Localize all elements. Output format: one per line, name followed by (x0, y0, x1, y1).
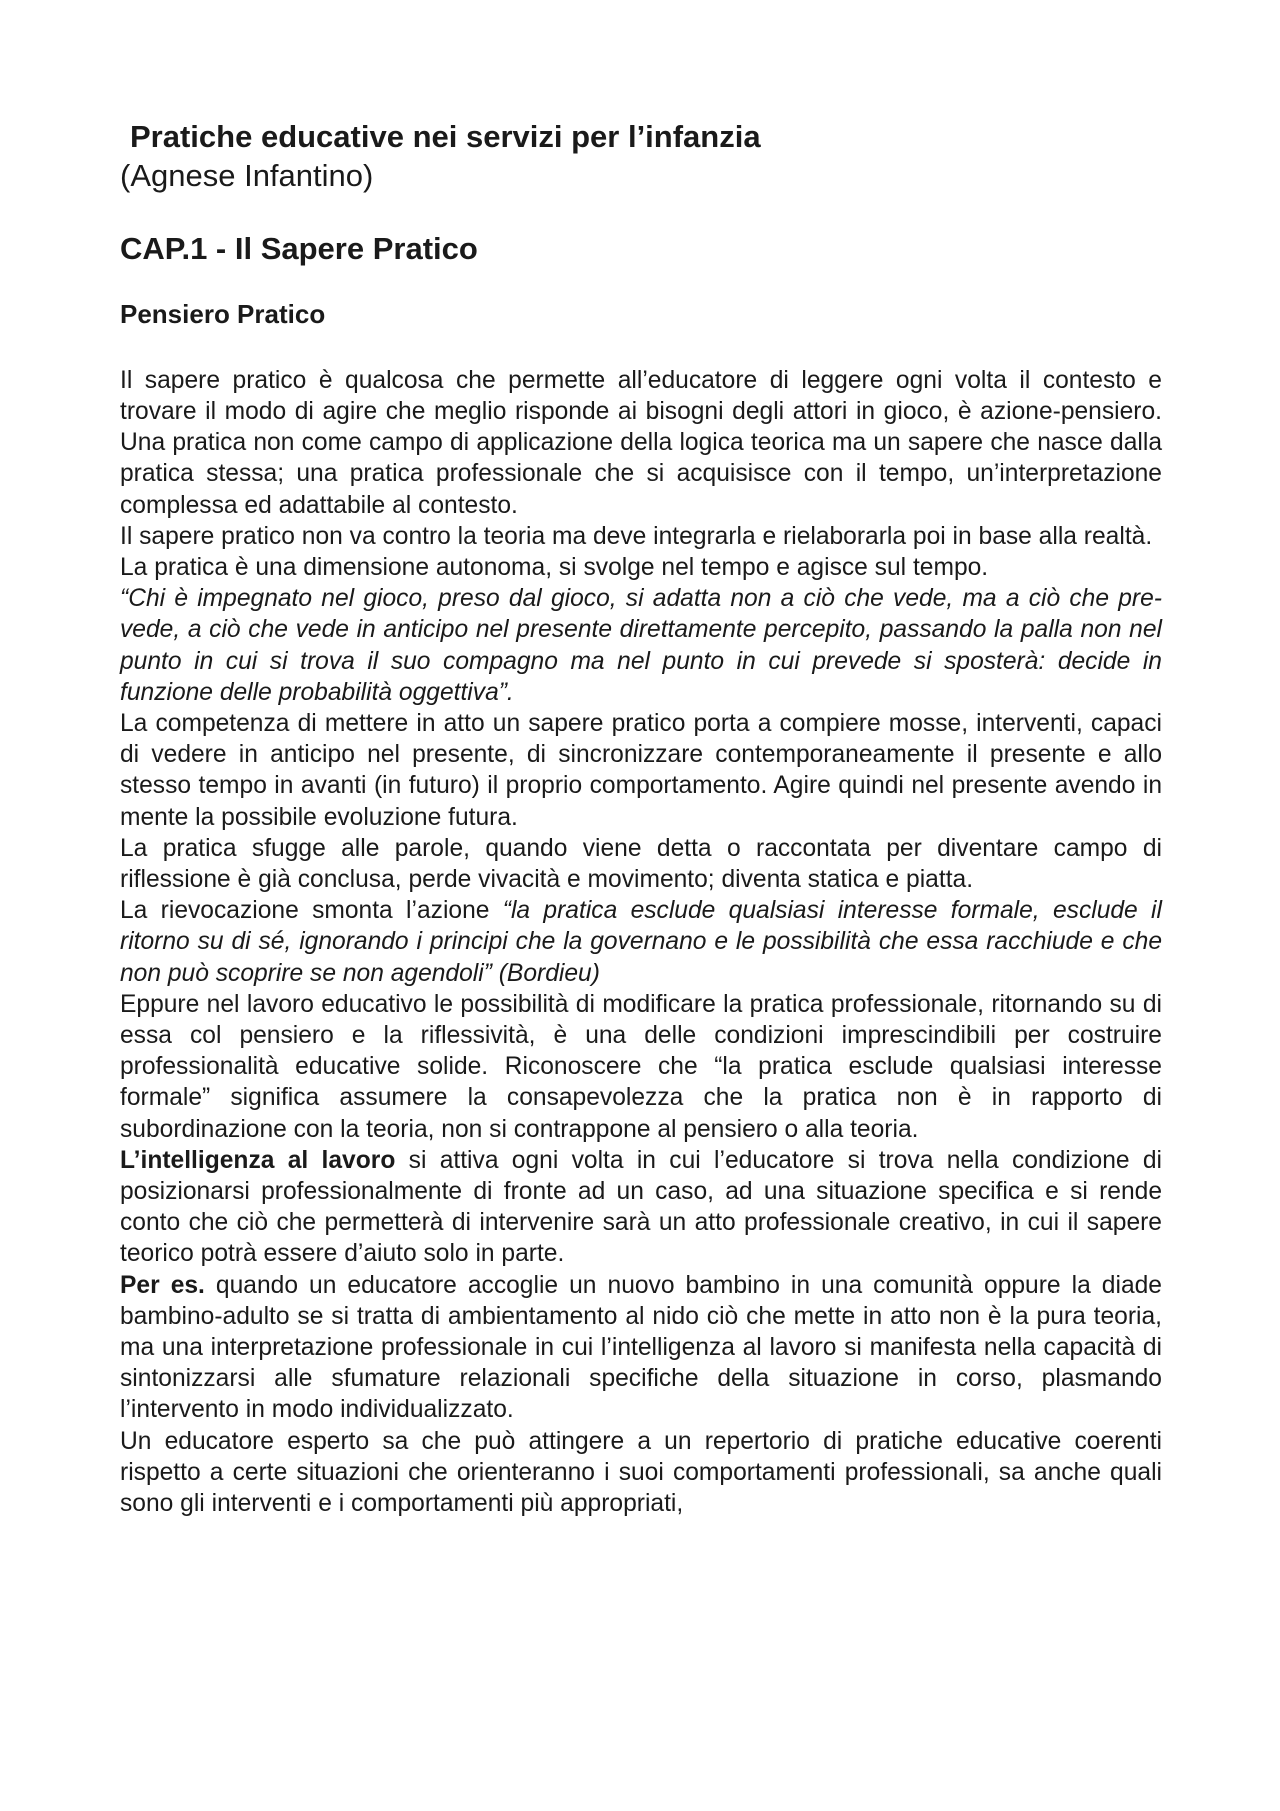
paragraph-2: Il sapere pratico non va contro la teoria ma deve integrarla e rielaborarla poi in base alla realtà. (120, 522, 1153, 550)
body-text (120, 365, 1162, 1520)
paragraph-6: La pratica sfugge alle parole, quando viene detta o raccontata per diventare campo di riflessione è già conclusa, perde vivacità e movimento; diventa statica e piatta. (120, 834, 1162, 893)
paragraph-8: Eppure nel lavoro educativo le possibilità di modificare la pratica professionale, ritornando su di essa col pensiero e la riflessività, è una delle condizioni imprescindibili per costruire professionalità educative solide. Riconoscere che “la pratica esclude qualsiasi interesse formale” significa assumere la consapevolezza che la pratica non è in rapporto di subordinazione con la teoria, non si contrappone al pensiero o alla teoria. (120, 990, 1162, 1143)
chapter-heading: CAP.1 - Il Sapere Pratico (120, 230, 478, 266)
paragraph-11: Un educatore esperto sa che può attingere a un repertorio di pratiche educative coerenti rispetto a certe situazioni che orienteranno i suoi comportamenti professionali, sa anche quali sono gli interventi e i comportamenti più appropriati, (120, 1427, 1162, 1518)
section-heading: Pensiero Pratico (120, 299, 326, 330)
document-page (120, 118, 1162, 1519)
paragraph-10-rest: quando un educatore accoglie un nuovo bambino in una comunità oppure la diade bambino-adulto se si tratta di ambientamento al nido ciò che mette in atto non è la pura teoria, ma una interpretazione professionale in cui l’intelligenza al lavoro si manifesta nella capacità di sintonizzarsi alle sfumature relazionali specifiche della situazione in corso, plasmando l’intervento in modo individualizzato. (120, 1271, 1162, 1424)
paragraph-9-rest: si attiva ogni volta in cui l’educatore si trova nella condizione di posizionarsi professionalmente di fronte ad un caso, ad una situazione specifica e si rende conto che ciò che permetterà di intervenire sarà un atto professionale creativo, in cui il sapere teorico potrà essere d’aiuto solo in parte. (120, 1146, 1162, 1268)
paragraph-5: La competenza di mettere in atto un sapere pratico porta a compiere mosse, interventi, capaci di vedere in anticipo nel presente, di sincronizzare contemporaneamente il presente e allo stesso tempo in avanti (in futuro) il proprio comportamento. Agire quindi nel presente avendo in mente la possibile evoluzione futura. (120, 709, 1162, 831)
example-label: Per es. (120, 1271, 205, 1299)
paragraph-10 (120, 1270, 1162, 1426)
document-title: Pratiche educative nei servizi per l’infanzia (130, 119, 761, 154)
quote-paragraph: “Chi è impegnato nel gioco, preso dal gioco, si adatta non a ciò che vede, ma a ciò che pre-vede, a ciò che vede in anticipo nel presente direttamente percepito, passando la palla non nel punto in cui si trova il suo compagno ma nel punto in cui prevede si sposterà: decide in funzione delle probabilità oggettiva”. (120, 585, 1162, 706)
paragraph-9 (120, 1145, 1162, 1270)
bordieu-quote: “la pratica esclude qualsiasi interesse formale, esclude il ritorno su di sé, ignorando i principi che la governano e le possibilità che essa racchiude e che non può scoprire se non agendoli” (Bordieu) (120, 897, 1162, 987)
paragraph-7 (120, 895, 1162, 989)
paragraph-3: La pratica è una dimensione autonoma, si svolge nel tempo e agisce sul tempo. (120, 553, 989, 581)
intelligenza-term: L’intelligenza al lavoro (120, 1146, 396, 1174)
paragraph-1: Il sapere pratico è qualcosa che permette all’educatore di leggere ogni volta il contesto e trovare il modo di agire che meglio risponde ai bisogni degli attori in gioco, è azione-pensiero. Una pratica non come campo di applicazione della logica teorica ma un sapere che nasce dalla pratica stessa; una pratica professionale che si acquisisce con il tempo, un’interpretazione complessa ed adattabile al contesto. (120, 366, 1162, 519)
document-author: (Agnese Infantino) (120, 157, 374, 193)
paragraph-7-lead: La rievocazione smonta l’azione (120, 897, 503, 925)
